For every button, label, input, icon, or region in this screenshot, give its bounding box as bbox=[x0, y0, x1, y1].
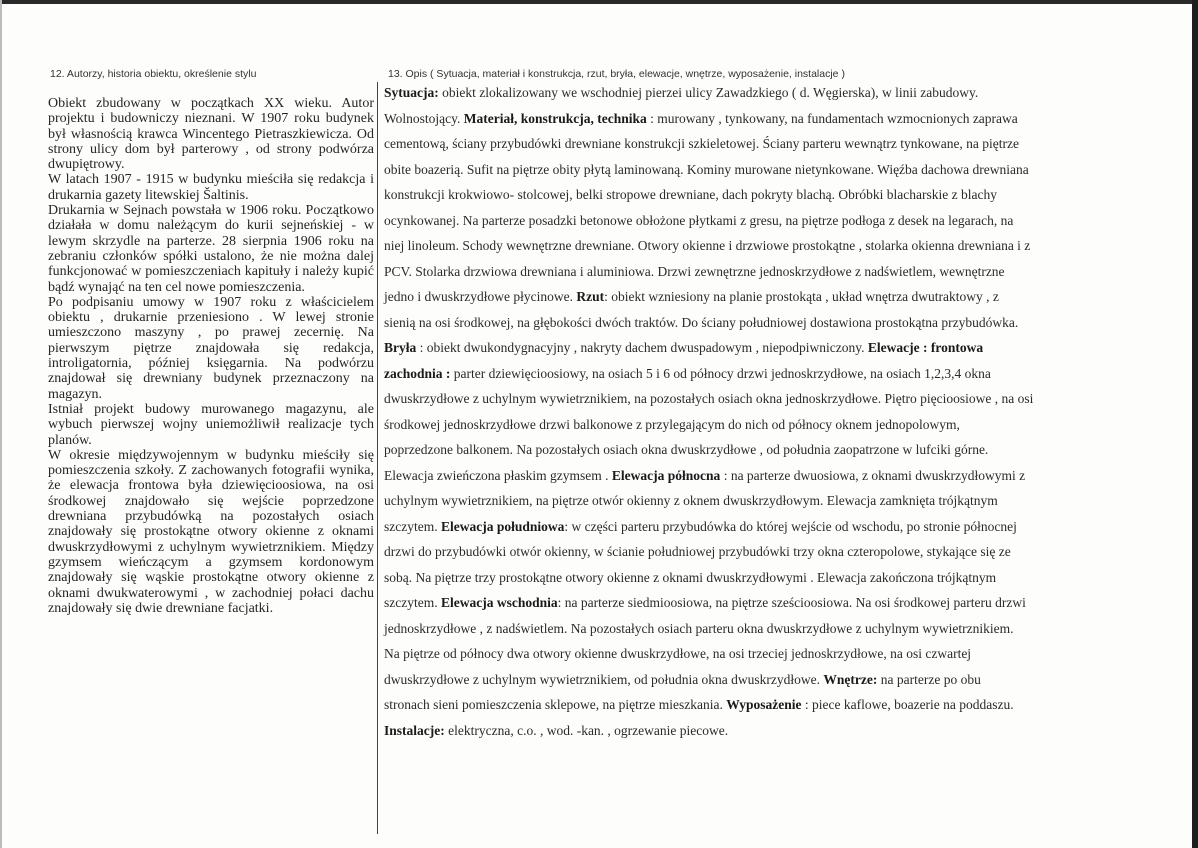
section-label: Elewacja południowa bbox=[440, 518, 565, 534]
description-text: drzwi do przybudówki otwór okienny, w ścianie południowej przybudówki trzy okna czteropolowe, stykające się ze bbox=[384, 544, 1011, 559]
description-line bbox=[384, 539, 1144, 565]
description-text: na parterze po obu bbox=[877, 671, 981, 687]
description-text: : murowany , tynkowany, na fundamentach wzmocnionych zaprawa bbox=[646, 110, 1018, 126]
description-text: konstrukcji krokwiowo- stolcowej, belki stropowe drewniane, dach pokryty blachą. Obróbki blacharskie z blachy bbox=[384, 187, 997, 202]
section-label: Rzut bbox=[576, 289, 605, 304]
description-text: elektryczna, c.o. , wod. -kan. , ogrzewanie piecowe. bbox=[444, 722, 729, 738]
description-text: sobą. Na piętrze trzy prostokątne otwory okienne z oknami dwuskrzydłowymi . Elewacja zakończona trójkątnym bbox=[384, 569, 997, 585]
description-text: niej linoleum. Schody wewnętrzne drewniane. Otwory okienne i drzwiowe prostokątne , stolarka okienna drewniana i z bbox=[384, 238, 1031, 253]
description-line bbox=[384, 208, 1144, 234]
description-text: ocynkowanej. Na parterze posadzki betonowe obłożone płytkami z gresu, na piętrze podłoga z desek na legarach, na bbox=[384, 212, 1014, 228]
description-line bbox=[384, 641, 1144, 667]
section-12-heading: 12. Autorzy, historia obiektu, określenie stylu bbox=[50, 68, 257, 80]
history-paragraph: Po podpisaniu umowy w 1907 roku z właścicielem obiektu , drukarnie przeniesiono . W lewej stronie umieszczono maszyny , po prawej zecernię. Na pierwszym piętrze znajdowała się redakcja, introligatornia, później księgarnia. Na podwórzu znajdował się drewniany budynek przeznaczony na magazyn. bbox=[48, 294, 374, 402]
description-column bbox=[384, 80, 1144, 743]
description-line bbox=[384, 565, 1144, 591]
description-text: dwuskrzydłowe z uchylnym wywietrznikiem, na pozostałych osiach okna jednoskrzydłowe. Piętro pięcioosiowe , na osi bbox=[384, 391, 1034, 406]
section-label: Elewacja wschodnia bbox=[440, 595, 558, 610]
description-text: sienią na osi środkowej, na głębokości dwóch traktów. Do ściany południowej dostawiona prostokątna przybudówka. bbox=[384, 314, 1019, 330]
description-line bbox=[384, 259, 1144, 285]
description-line bbox=[384, 463, 1144, 489]
description-text: Elewacja zwieńczona płaskim gzymsem . bbox=[384, 467, 612, 483]
description-text: obite boazerią. Sufit na piętrze obity płytą laminowaną. Kominy murowane nietynkowane. Więźba dachowa drewniana bbox=[384, 161, 1029, 177]
section-label: Materiał, konstrukcja, technika bbox=[463, 110, 647, 126]
scan-edge-top bbox=[0, 0, 1198, 4]
history-paragraph: Istniał projekt budowy murowanego magazynu, ale wybuch pierwszej wojny uniemożliwił realizacje tych planów. bbox=[48, 401, 374, 448]
description-line bbox=[384, 412, 1144, 438]
description-line bbox=[384, 131, 1144, 157]
history-paragraph: W okresie międzywojennym w budynku mieściły się pomieszczenia szkoły. Z zachowanych fotografii wynika, że elewacja frontowa była dziewięcioosiowa, na osi środkowej znajdowało się wejście poprzedzone drewniana przybudówką na pozostałych osiach znajdowały się prostokątne otwory okienne z oknami dwuskrzydłowymi z uchylnym wywietrznikiem. Między gzymsem wieńczącym a gzymsem kordonowym znajdowały się wąskie prostokątne otwory okienne z oknami dwukwaterowymi , w zachodniej połaci dachu znajdowały się dwie drewniane facjatki. bbox=[48, 447, 374, 616]
description-text: : obiekt dwukondygnacyjny , nakryty dachem dwuspadowym , niepodpiwniczony. bbox=[416, 340, 868, 355]
description-line bbox=[384, 233, 1144, 259]
section-label: Instalacje: bbox=[384, 722, 445, 738]
description-text: stronach sieni pomieszczenia sklepowe, na piętrze mieszkania. bbox=[384, 697, 727, 712]
description-line bbox=[384, 616, 1144, 642]
description-text: jedno i dwuskrzydłowe płycinowe. bbox=[384, 289, 577, 304]
scan-edge-right bbox=[1192, 0, 1198, 848]
description-line bbox=[384, 692, 1144, 718]
description-line bbox=[384, 590, 1144, 616]
section-label: Elewacje : frontowa bbox=[867, 340, 984, 355]
section-13-heading: 13. Opis ( Sytuacja, materiał i konstrukcja, rzut, bryła, elewacje, wnętrze, wyposażenie, instalacje ) bbox=[388, 68, 845, 80]
section-label: Wyposażenie bbox=[726, 697, 802, 712]
section-label: Wnętrze: bbox=[823, 671, 878, 687]
description-text: : na parterze dwuosiowa, z oknami dwuskrzydłowymi z bbox=[720, 467, 1026, 483]
description-text: Wolnostojący. bbox=[384, 110, 464, 126]
description-text: szczytem. bbox=[384, 595, 441, 610]
description-line bbox=[384, 182, 1144, 208]
description-line bbox=[384, 488, 1144, 514]
description-line bbox=[384, 335, 1144, 361]
description-line bbox=[384, 437, 1144, 463]
section-label: zachodnia : bbox=[384, 365, 451, 381]
history-paragraph: Drukarnia w Sejnach powstała w 1906 roku. Początkowo działała w domu należącym do kurii sejneńskiej - w lewym skrzydle na parterze. 28 sierpnia 1906 roku na zebraniu członków spółki ustalono, że nie można dalej funkcjonować w pomieszczeniach kapituły i należy kupić bądź wynająć na ten cel nowe pomieszczenia. bbox=[48, 203, 374, 295]
description-text: : piece kaflowe, boazerie na poddaszu. bbox=[801, 697, 1014, 712]
description-text: : na parterze siedmioosiowa, na piętrze sześcioosiowa. Na osi środkowej parteru drzwi bbox=[557, 595, 1026, 610]
section-label: Elewacja północna bbox=[611, 467, 721, 483]
scan-edge-left bbox=[0, 0, 2, 848]
column-divider bbox=[377, 82, 378, 834]
description-text: szczytem. bbox=[384, 518, 441, 534]
description-line bbox=[384, 106, 1144, 132]
section-label: Bryła bbox=[384, 340, 417, 355]
description-line bbox=[384, 310, 1144, 336]
description-text: : w części parteru przybudówka do której wejście od wschodu, po stronie północnej bbox=[564, 518, 1017, 534]
description-text: uchylnym wywietrznikiem, na piętrze otwór okienny z oknem dwuskrzydłowym. Elewacja zamknięta trójkątnym bbox=[384, 493, 998, 508]
description-line bbox=[384, 284, 1144, 310]
description-line bbox=[384, 361, 1144, 387]
description-text: jednoskrzydłowe , z nadświetlem. Na pozostałych osiach parteru okna dwuskrzydłowe z uchylnym wywietrznikiem. bbox=[384, 620, 1014, 636]
history-paragraph: Obiekt zbudowany w początkach XX wieku. Autor projektu i budowniczy nieznani. W 1907 roku budynek był własnością krawca Wincentego Pietraszkiewicza. Od strony ulicy dom był parterowy , od strony podwórza dwupiętrowy. bbox=[48, 96, 374, 173]
description-text: : obiekt wzniesiony na planie prostokąta , układ wnętrza dwutraktowy , z bbox=[604, 289, 999, 304]
description-text: PCV. Stolarka drzwiowa drewniana i aluminiowa. Drzwi zewnętrzne jednoskrzydłowe z nadświetlem, wewnętrzne bbox=[384, 263, 1005, 279]
description-text: środkowej jednoskrzydłowe drzwi balkonowe z przylegającym do nich od północy oknem jednopolowym, bbox=[384, 416, 960, 432]
description-text: Na piętrze od północy dwa otwory okienne dwuskrzydłowe, na osi trzeciej jednoskrzydłowe, na osi czwartej bbox=[384, 646, 972, 661]
description-line bbox=[384, 667, 1144, 693]
description-line bbox=[384, 157, 1144, 183]
description-text: cementową, ściany przybudówki drewniane konstrukcji szkieletowej. Ściany parteru wewnątrz tynkowane, na piętrze bbox=[384, 136, 1020, 151]
history-paragraph: W latach 1907 - 1915 w budynku mieściła się redakcja i drukarnia gazety litewskiej Šaltinis. bbox=[48, 172, 374, 203]
description-text: poprzedzone balkonem. Na pozostałych osiach okna dwuskrzydłowe , od południa zaopatrzone w lufciki górne. bbox=[384, 442, 989, 457]
section-label: Sytuacja: bbox=[384, 85, 439, 100]
description-line bbox=[384, 80, 1144, 106]
description-text: obiekt zlokalizowany we wschodniej pierzei ulicy Zawadzkiego ( d. Węgierska), w linii zabudowy. bbox=[438, 85, 979, 100]
description-text: parter dziewięcioosiowy, na osiach 5 i 6 od północy drzwi jednoskrzydłowe, na osiach 1,2,3,4 okna bbox=[450, 365, 991, 381]
description-line bbox=[384, 718, 1144, 744]
description-line bbox=[384, 386, 1144, 412]
description-text: dwuskrzydłowe z uchylnym wywietrznikiem, od południa okna dwuskrzydłowe. bbox=[384, 671, 824, 687]
history-column bbox=[48, 96, 374, 616]
description-line bbox=[384, 514, 1144, 540]
